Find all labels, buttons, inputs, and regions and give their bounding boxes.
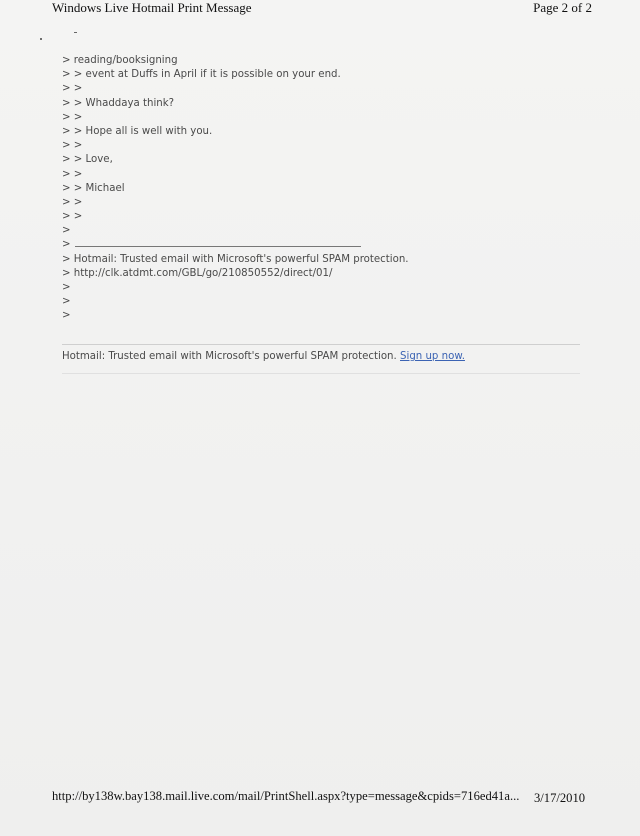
quoted-signature-rule	[62, 238, 582, 252]
quoted-line: > > Whaddaya think?	[62, 97, 175, 109]
promo-banner	[62, 351, 465, 362]
quoted-message	[62, 54, 582, 324]
footer-date: 3/17/2010	[534, 791, 586, 805]
quoted-line: > >	[62, 168, 83, 180]
promo-divider-top	[62, 344, 580, 345]
scan-speck	[40, 38, 42, 40]
promo-divider-bottom	[62, 373, 580, 374]
quoted-line: >	[62, 225, 71, 237]
promo-text: Hotmail: Trusted email with Microsoft's powerful SPAM protection.	[62, 351, 397, 362]
print-header	[0, 0, 640, 16]
footer-url: http://by138w.bay138.mail.live.com/mail/PrintShell.aspx?type=message&cpids=716ed41a...	[52, 789, 520, 803]
quoted-line: > > Hope all is well with you.	[62, 125, 213, 137]
quoted-line: > >	[62, 211, 83, 223]
quoted-line: > reading/booksigning	[62, 55, 178, 66]
scan-mark	[74, 32, 77, 33]
sign-up-link[interactable]: Sign up now.	[400, 351, 465, 362]
signature-divider	[75, 246, 361, 247]
print-title: Windows Live Hotmail Print Message	[52, 0, 252, 15]
quoted-line: >	[62, 296, 71, 308]
quoted-line: >	[62, 282, 71, 293]
quoted-line: > Hotmail: Trusted email with Microsoft's powerful SPAM protection.	[62, 253, 409, 265]
quoted-line: > >	[62, 83, 83, 95]
quoted-line: > >	[62, 140, 83, 152]
page-number: Page 2 of 2	[533, 0, 592, 15]
quoted-line: >	[62, 310, 71, 322]
quoted-line: > >	[62, 196, 83, 208]
quoted-line: > > Love,	[62, 154, 113, 166]
quoted-line: > > event at Duffs in April if it is possible on your end.	[62, 69, 341, 81]
quoted-line: > >	[62, 111, 83, 123]
quoted-line: > > Michael	[62, 182, 125, 194]
quote-marker: >	[62, 239, 71, 251]
quoted-line: > http://clk.atdmt.com/GBL/go/210850552/direct/01/	[62, 267, 333, 279]
